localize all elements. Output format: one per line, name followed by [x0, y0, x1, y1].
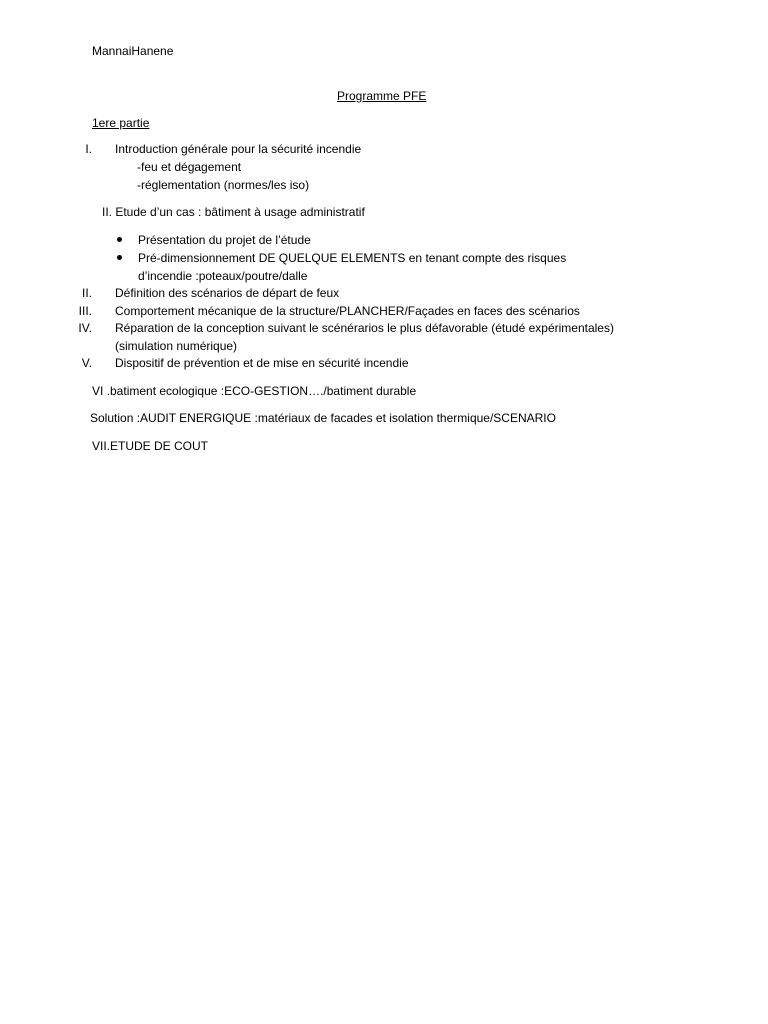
- item-text: Définition des scénarios de départ de feux: [115, 286, 340, 300]
- section-vi: VI .batiment ecologique :ECO-GESTION…./batiment durable: [92, 384, 417, 398]
- author-name: MannaiHanene: [92, 44, 174, 58]
- bullet-item: Pré-dimensionnement DE QUELQUE ELEMENTS en tenant compte des risques: [138, 251, 567, 265]
- item-number: I.: [85, 142, 92, 156]
- item-text-continuation: (simulation numérique): [115, 339, 238, 353]
- bullet-item-continuation: d’incendie :poteaux/poutre/dalle: [138, 269, 308, 283]
- item-number: IV.: [78, 321, 92, 335]
- bullet-item: Présentation du projet de l’étude: [138, 233, 311, 247]
- section-vii: VII.ETUDE DE COUT: [92, 439, 209, 453]
- item-text: Comportement mécanique de la structure/PLANCHER/Façades en faces des scénarios: [115, 304, 580, 318]
- document-title: Programme PFE: [337, 89, 427, 103]
- item-number: V.: [81, 356, 92, 370]
- sub-item-text: -réglementation (normes/les iso): [137, 178, 310, 192]
- item-text: Dispositif de prévention et de mise en sécurité incendie: [115, 356, 409, 370]
- case-study-heading: II. Etude d’un cas : bâtiment à usage administratif: [102, 205, 365, 219]
- bullet-icon: [117, 237, 122, 242]
- part-heading: 1ere partie: [92, 116, 150, 130]
- bullet-icon: [117, 255, 122, 260]
- sub-item-text: -feu et dégagement: [137, 160, 242, 174]
- solution-line: Solution :AUDIT ENERGIQUE :matériaux de facades et isolation thermique/SCENARIO: [90, 411, 556, 425]
- item-number: III.: [78, 304, 92, 318]
- item-text: Introduction générale pour la sécurité incendie: [115, 142, 362, 156]
- item-text: Réparation de la conception suivant le scénérarios le plus défavorable (étudé expérimentales): [115, 321, 614, 335]
- item-number: II.: [81, 286, 92, 300]
